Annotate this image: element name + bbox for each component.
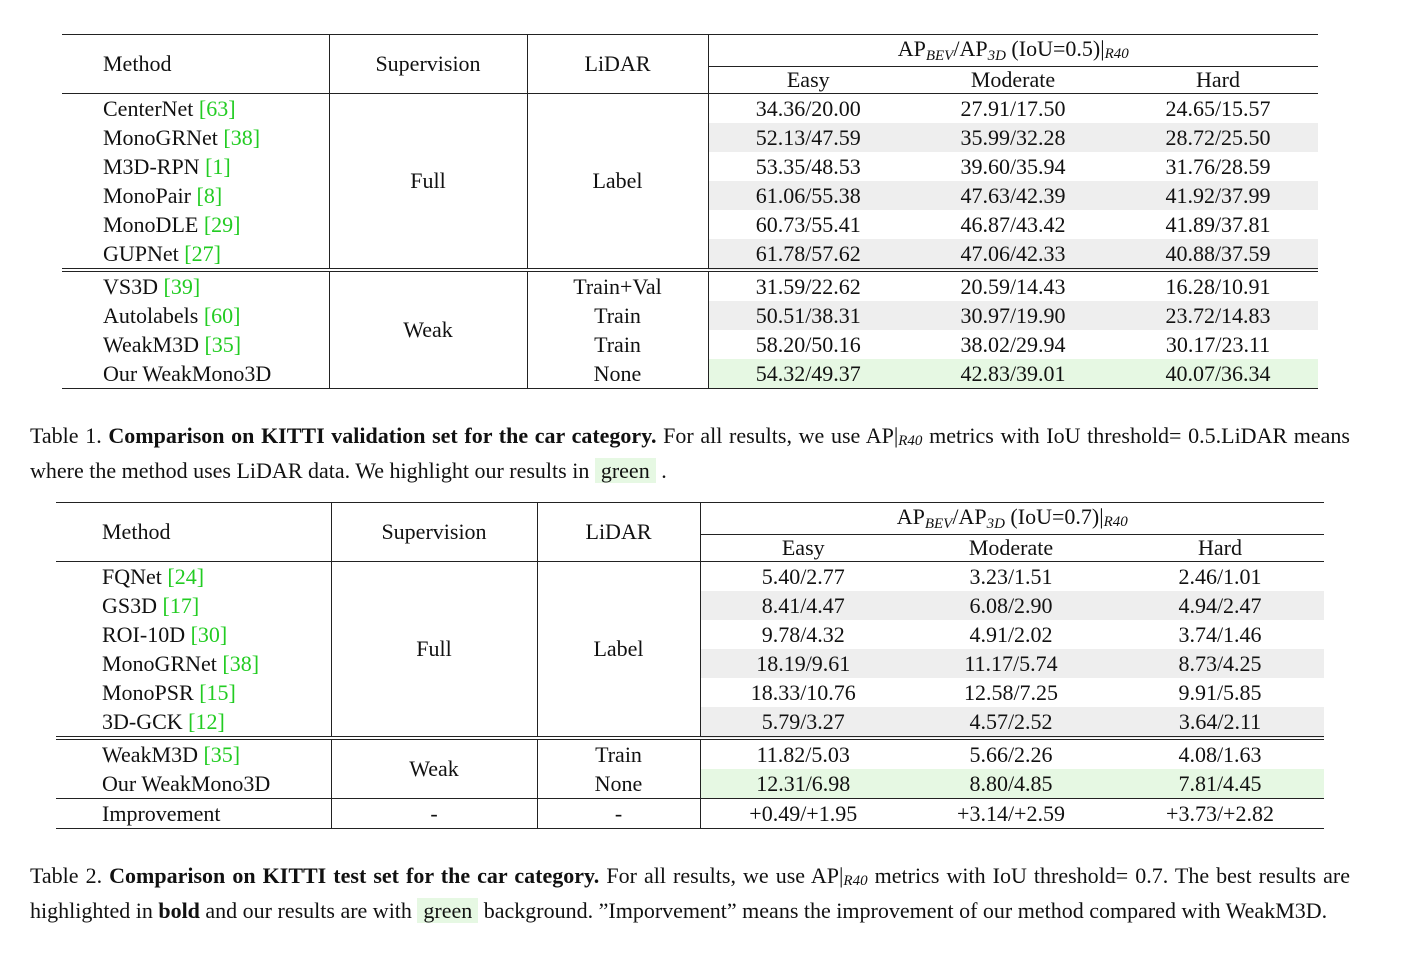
- table-header-row: [62, 35, 1318, 67]
- lidar-cell: -: [537, 799, 700, 829]
- method-cell: GUPNet [27]: [62, 239, 329, 270]
- supervision-cell: -: [331, 799, 537, 829]
- green-highlight-sample: green: [417, 898, 478, 923]
- lidar-cell: None: [537, 769, 700, 799]
- moderate-cell: 4.91/2.02: [969, 621, 1053, 647]
- lidar-cell: Train: [527, 301, 708, 330]
- moderate-cell: 8.80/4.85: [906, 769, 1116, 799]
- table-row: [56, 738, 1324, 769]
- method-cell: Autolabels [60]: [62, 301, 329, 330]
- green-highlight-sample: green: [595, 458, 656, 483]
- method-cell: ROI-10D [30]: [56, 620, 331, 649]
- supervision-cell: Weak: [331, 738, 537, 799]
- moderate-cell: 30.97/19.90: [908, 301, 1118, 330]
- method-cell: M3D-RPN [1]: [62, 152, 329, 181]
- col-header-lidar: LiDAR: [527, 35, 708, 94]
- lidar-cell: Label: [537, 562, 700, 739]
- supervision-cell: Full: [329, 94, 527, 271]
- method-cell: VS3D [39]: [62, 270, 329, 301]
- easy-cell: 61.78/57.62: [708, 239, 908, 270]
- easy-cell: 60.73/55.41: [755, 211, 861, 237]
- hard-cell: 16.28/10.91: [1118, 270, 1318, 301]
- lidar-cell: None: [527, 359, 708, 389]
- method-cell: GS3D [17]: [56, 591, 331, 620]
- moderate-cell: 4.57/2.52: [906, 707, 1116, 738]
- hard-cell: 2.46/1.01: [1116, 562, 1324, 592]
- table-row: [62, 94, 1318, 124]
- easy-cell: 53.35/48.53: [755, 153, 861, 179]
- table-row: [62, 330, 1318, 359]
- moderate-cell: 3.23/1.51: [906, 562, 1116, 592]
- col-header-supervision: Supervision: [331, 503, 537, 562]
- table-1: [62, 34, 1318, 389]
- hard-cell: 7.81/4.45: [1116, 769, 1324, 799]
- moderate-cell: 27.91/17.50: [908, 94, 1118, 124]
- method-cell: MonoGRNet [38]: [56, 649, 331, 678]
- supervision-cell: Weak: [329, 270, 527, 389]
- easy-cell: 50.51/38.31: [708, 301, 908, 330]
- hard-cell: 40.07/36.34: [1118, 359, 1318, 389]
- table-row: [62, 270, 1318, 301]
- lidar-cell: Label: [527, 94, 708, 271]
- hard-cell: 3.64/2.11: [1116, 707, 1324, 738]
- table-row: [56, 562, 1324, 592]
- easy-cell: 5.79/3.27: [700, 707, 906, 738]
- easy-cell: 58.20/50.16: [755, 331, 861, 357]
- method-cell: MonoPair [8]: [62, 181, 329, 210]
- moderate-cell: 39.60/35.94: [960, 153, 1066, 179]
- moderate-cell: 47.63/42.39: [908, 181, 1118, 210]
- method-cell: MonoGRNet [38]: [62, 123, 329, 152]
- method-cell: CenterNet [63]: [62, 94, 329, 124]
- col-header-moderate: Moderate: [906, 535, 1116, 562]
- method-cell: WeakM3D [35]: [56, 738, 331, 769]
- hard-cell: 41.92/37.99: [1118, 181, 1318, 210]
- hard-cell: 8.73/4.25: [1116, 649, 1324, 678]
- moderate-cell: 38.02/29.94: [960, 331, 1066, 357]
- table-row: [62, 301, 1318, 330]
- method-cell: Improvement: [56, 799, 331, 829]
- moderate-cell: 20.59/14.43: [908, 270, 1118, 301]
- easy-cell: 5.40/2.77: [700, 562, 906, 592]
- method-cell: MonoPSR [15]: [56, 678, 331, 707]
- hard-cell: 3.74/1.46: [1178, 621, 1262, 647]
- table-row-improvement: [56, 799, 1324, 829]
- col-header-hard: Hard: [1116, 535, 1324, 562]
- col-header-easy: Easy: [708, 67, 908, 94]
- hard-cell: 28.72/25.50: [1118, 123, 1318, 152]
- easy-cell-best: 18.33/10.76: [750, 679, 856, 705]
- hard-cell: 24.65/15.57: [1118, 94, 1318, 124]
- hard-cell: 4.94/2.47: [1116, 591, 1324, 620]
- hard-cell: 30.17/23.11: [1165, 331, 1271, 357]
- moderate-cell: 47.06/42.33: [908, 239, 1118, 270]
- table-2: [56, 502, 1324, 829]
- easy-cell: 54.32/49.37: [708, 359, 908, 389]
- col-header-lidar: LiDAR: [537, 503, 700, 562]
- hard-cell: 23.72/14.83: [1118, 301, 1318, 330]
- easy-cell: 31.59/22.62: [708, 270, 908, 301]
- col-header-ap-group: $AP_{BEV}/AP_{3D}$ (IoU=0.7)|R40: [700, 503, 1324, 535]
- moderate-cell: 35.99/32.28: [908, 123, 1118, 152]
- method-cell: 3D-GCK [12]: [56, 707, 331, 738]
- method-cell: MonoDLE [29]: [62, 210, 329, 239]
- easy-cell: 34.36/20.00: [708, 94, 908, 124]
- moderate-cell: 5.66/2.26: [906, 738, 1116, 769]
- easy-cell: 18.19/9.61: [700, 649, 906, 678]
- easy-cell: 61.06/55.38: [708, 181, 908, 210]
- method-cell: FQNet [24]: [56, 562, 331, 592]
- method-cell: Our WeakMono3D: [56, 769, 331, 799]
- col-header-hard: Hard: [1118, 67, 1318, 94]
- hard-cell: 40.88/37.59: [1118, 239, 1318, 270]
- hard-cell: +3.73/+2.82: [1116, 799, 1324, 829]
- col-header-ap-group: $AP_{BEV}/AP_{3D}$ (IoU=0.5)|R40: [708, 35, 1318, 67]
- moderate-cell: 42.83/39.01: [908, 359, 1118, 389]
- moderate-cell: 11.17/5.74: [906, 649, 1116, 678]
- moderate-cell: 46.87/43.42: [960, 211, 1066, 237]
- table-row-ours: [56, 769, 1324, 799]
- table-1-caption: Table 1. Comparison on KITTI validation set for the car category. For all results, we use AP|R40 metrics with IoU threshold= 0.5.LiDAR means where the method uses LiDAR data. We highlight our results in green .: [30, 423, 1350, 483]
- easy-cell: +0.49/+1.95: [700, 799, 906, 829]
- col-header-method: Method: [56, 503, 331, 562]
- table-header-row: [56, 503, 1324, 535]
- col-header-supervision: Supervision: [329, 35, 527, 94]
- supervision-cell: Full: [331, 562, 537, 739]
- hard-cell: 41.89/37.81: [1165, 211, 1271, 237]
- easy-cell: 9.78/4.32: [761, 621, 845, 647]
- hard-cell: 4.08/1.63: [1116, 738, 1324, 769]
- col-header-moderate: Moderate: [908, 67, 1118, 94]
- col-header-method: Method: [62, 35, 329, 94]
- lidar-cell: Train+Val: [527, 270, 708, 301]
- method-cell: WeakM3D [35]: [62, 330, 329, 359]
- lidar-cell: Train: [527, 330, 708, 359]
- col-header-easy: Easy: [700, 535, 906, 562]
- table-row-ours: [62, 359, 1318, 389]
- method-cell: Our WeakMono3D: [62, 359, 329, 389]
- easy-cell: 12.31/6.98: [700, 769, 906, 799]
- lidar-cell: Train: [537, 738, 700, 769]
- easy-cell: 8.41/4.47: [700, 591, 906, 620]
- easy-cell: 11.82/5.03: [700, 738, 906, 769]
- hard-cell: 31.76/28.59: [1165, 153, 1271, 179]
- table-2-caption: Table 2. Comparison on KITTI test set for the car category. For all results, we use AP|R40 metrics with IoU threshold= 0.7. The best results are highlighted in bold and our results are with green background. ”Imporvement” means the improvement of our method compared with WeakM3D.: [30, 863, 1351, 923]
- moderate-cell: +3.14/+2.59: [906, 799, 1116, 829]
- easy-cell: 52.13/47.59: [708, 123, 908, 152]
- hard-cell-best: 9.91/5.85: [1178, 679, 1262, 705]
- moderate-cell-best: 12.58/7.25: [963, 679, 1059, 705]
- moderate-cell: 6.08/2.90: [906, 591, 1116, 620]
